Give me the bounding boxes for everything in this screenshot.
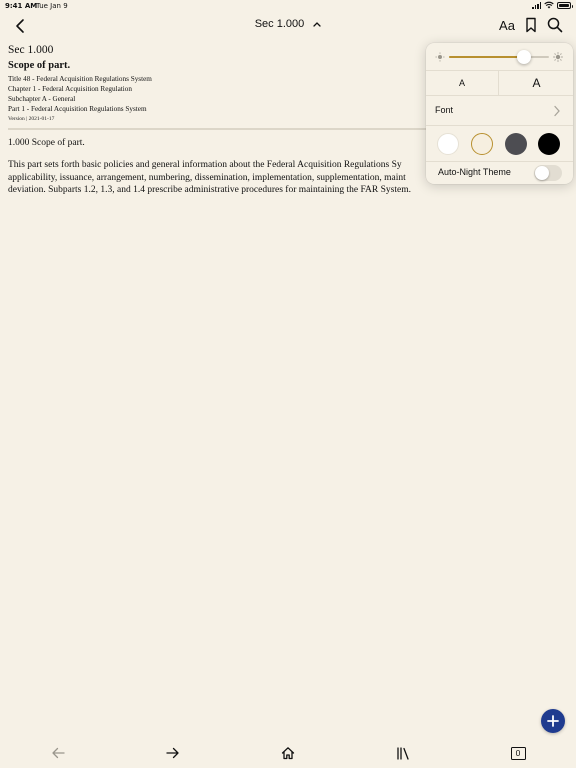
theme-picker [426, 126, 573, 162]
brightness-slider-thumb[interactable] [517, 50, 531, 64]
brightness-control [426, 43, 573, 71]
breadcrumb-subchapter[interactable]: Subchapter A - General [8, 95, 76, 103]
text-settings-button[interactable]: Aa [499, 17, 515, 33]
cellular-signal-icon [532, 2, 541, 9]
breadcrumb-chapter[interactable]: Chapter 1 - Federal Acquisition Regulation [8, 85, 132, 93]
tab-count: 0 [511, 747, 526, 760]
brightness-high-icon [553, 52, 563, 62]
search-icon[interactable] [546, 16, 564, 34]
increase-text-size-button[interactable]: A [532, 76, 541, 90]
chevron-up-icon [313, 21, 321, 27]
version-label: Version | 2021-01-17 [8, 116, 55, 122]
theme-sepia-button[interactable] [471, 133, 493, 155]
theme-gray-button[interactable] [505, 133, 527, 155]
arrow-left-icon [51, 747, 65, 759]
divider [8, 128, 433, 130]
scope-heading: 1.000 Scope of part. [8, 138, 85, 148]
brightness-low-icon [435, 52, 445, 62]
brightness-slider-fill [449, 56, 524, 58]
forward-history-button[interactable] [162, 743, 184, 763]
plus-icon [546, 714, 560, 728]
navigation-bar [0, 12, 576, 40]
toggle-knob [535, 166, 549, 180]
home-icon [281, 746, 295, 760]
body-line: deviation. Subparts 1.2, 1.3, and 1.4 prescribe administrative procedures for maintaining the FAR System. [8, 185, 411, 195]
bottom-toolbar [0, 738, 576, 768]
breadcrumb-title[interactable]: Title 48 - Federal Acquisition Regulations System [8, 75, 152, 83]
battery-icon [557, 2, 571, 9]
chevron-right-icon [553, 105, 561, 117]
body-line: This part sets forth basic policies and general information about the Federal Acquisition Regulations Sy [8, 160, 402, 170]
page-title: Sec 1.000 [254, 18, 305, 30]
auto-night-row [426, 162, 573, 184]
status-indicators [532, 1, 571, 9]
tabs-button[interactable] [507, 743, 529, 763]
section-number: Sec 1.000 [8, 44, 54, 56]
nav-actions [498, 16, 564, 34]
font-menu-item[interactable] [426, 96, 573, 126]
auto-night-toggle[interactable] [534, 165, 562, 181]
section-title: Scope of part. [8, 60, 71, 71]
bookmark-icon[interactable] [522, 16, 540, 34]
theme-black-button[interactable] [538, 133, 560, 155]
library-icon [396, 747, 410, 760]
home-button[interactable] [277, 743, 299, 763]
section-switcher[interactable] [0, 18, 576, 30]
theme-white-button[interactable] [437, 133, 459, 155]
wifi-icon [544, 1, 554, 9]
arrow-right-icon [166, 747, 180, 759]
breadcrumb-part[interactable]: Part 1 - Federal Acquisition Regulations System [8, 105, 147, 113]
back-history-button[interactable] [47, 743, 69, 763]
decrease-text-size-button[interactable]: A [426, 71, 499, 96]
auto-night-label: Auto-Night Theme [438, 167, 511, 177]
status-date: Tue Jan 9 [36, 2, 68, 10]
status-bar [0, 0, 576, 12]
brightness-slider[interactable] [449, 56, 549, 58]
add-button[interactable] [541, 709, 565, 733]
status-time: 9:41 AM [5, 2, 38, 10]
text-settings-popover [426, 43, 573, 184]
library-button[interactable] [392, 743, 414, 763]
font-label: Font [435, 105, 454, 115]
text-size-control [426, 71, 573, 96]
body-line: applicability, issuance, arrangement, numbering, dissemination, implementation, supplementation, maint [8, 172, 406, 183]
